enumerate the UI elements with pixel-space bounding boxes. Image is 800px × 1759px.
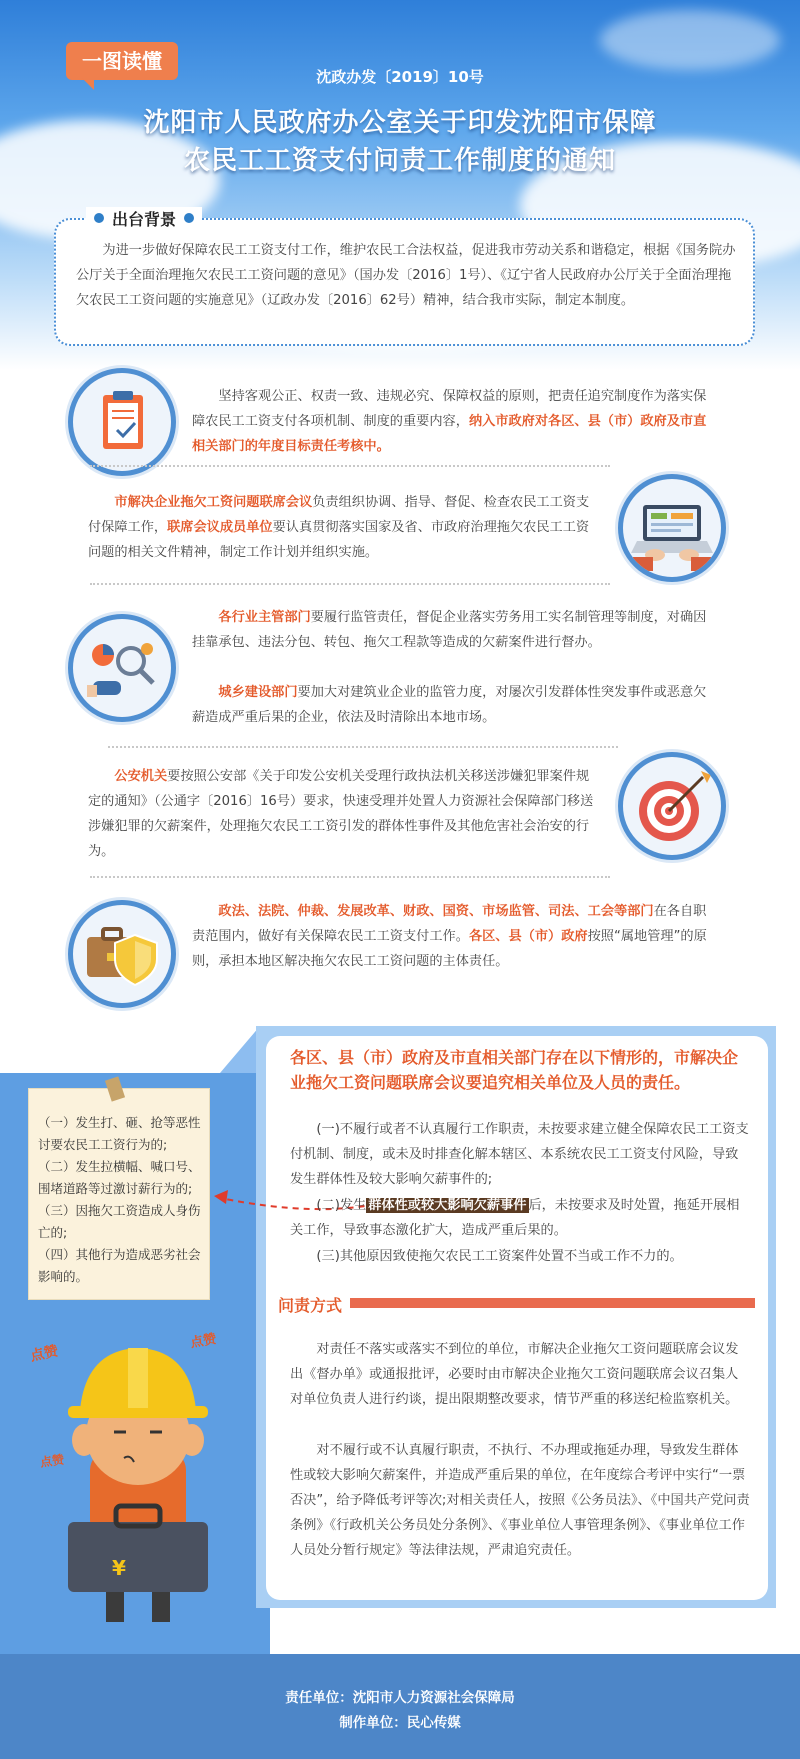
background-heading: [86, 207, 202, 229]
method-paragraph-2: 对不履行或不认真履行职责，不执行、不办理或拖延办理，导致发生群体性或较大影响欠薪案件，并造成严重后果的单位，在年度综合考评中实行“一票否决”，给予降低考评等次;对相关责任人，按照《公务员法》、《中国共产党问责条例》《行政机关公务员处分条例》、《事业单位人事管理条例》、《事业单位工作人员处分暂行规定》等法律法规，严肃追究责任。: [290, 1443, 750, 1558]
method-paragraph-1: 对责任不落实或落实不到位的单位，市解决企业拖欠工资问题联席会议发出《督办单》或通报批评，必要时由市解决企业拖欠工资问题联席会议召集人对单位负责人进行约谈，提出限期整改要求，情节严重的移送纪检监察机关。: [290, 1342, 739, 1407]
method-heading-text: 问责方式: [278, 1296, 343, 1315]
section2-body1: 负责组织协调、指导、督促、检查农民工工资支付保障工作，: [88, 495, 590, 535]
method-heading: [278, 1293, 348, 1316]
section5-text: [192, 899, 717, 974]
data-analysis-icon: [68, 614, 176, 722]
section4-text: [88, 764, 600, 864]
method-heading-bar: [350, 1298, 755, 1308]
clause-2-pre: (二)发生: [316, 1198, 367, 1213]
panel-fold: [220, 1026, 260, 1073]
bullet-dot-icon: [94, 213, 104, 223]
worker-illustration: [28, 1330, 248, 1630]
note-item: （三）因拖欠工资造成人身伤亡的;: [38, 1203, 201, 1240]
note-item: （一）发生打、砸、抢等恶性讨要农民工工资行为的;: [38, 1115, 201, 1152]
divider: [90, 583, 610, 585]
section5-highlight2: 各区、县（市）政府: [468, 929, 588, 944]
clause-3: (三)其他原因致使拖欠农民工工资案件处置不当或工作不力的。: [316, 1249, 683, 1264]
clause-2: [290, 1193, 750, 1243]
like-label-3: 点赞: [39, 1452, 65, 1470]
page-title-line1: 沈阳市人民政府办公室关于印发沈阳市保障: [143, 108, 657, 138]
divider: [90, 876, 610, 878]
section2-body2: 要认真贯彻落实国家及省、市政府治理拖欠农民工工资问题的相关文件精神，制定工作计划并组织实施。: [88, 520, 590, 560]
like-label-1: 点赞: [28, 1343, 60, 1365]
like-label-2: 点赞: [189, 1331, 218, 1352]
briefcase-shield-icon: [68, 900, 176, 1008]
section4-highlight: 公安机关: [114, 769, 168, 784]
footer-responsible-unit: 责任单位：沈阳市人力资源社会保障局: [285, 1690, 515, 1706]
section2-text: [88, 490, 600, 565]
section1-highlight: 纳入市政府对各区、县（市）政府及市直相关部门的年度目标责任考核中。: [192, 414, 707, 454]
clause-2-highlight: 群体性或较大影响欠薪事件: [368, 1198, 527, 1213]
section2-highlight2: 联席会议成员单位: [167, 520, 273, 535]
section5-highlight1: 政法、法院、仲裁、发展改革、财政、国资、市场监管、司法、工会等部门: [218, 904, 654, 919]
currency-icon: ¥: [112, 1556, 126, 1580]
section3-body2: 要加大对建筑业企业的监管力度，对屡次引发群体性突发事件或恶意欠薪造成严重后果的企业，依法及时清除出本地市场。: [192, 685, 707, 725]
section1-text: [192, 384, 717, 459]
section3-body1: 要履行监管责任，督促企业落实劳务用工实名制管理等制度，对确因挂靠承包、违法分包、转包、拖欠工程款等造成的欠薪案件进行督办。: [192, 610, 707, 650]
note-item: （四）其他行为造成恶劣社会影响的。: [38, 1247, 201, 1284]
section3-text: [192, 605, 717, 655]
page-title-line2: 农民工工资支付问责工作制度的通知: [183, 146, 616, 176]
target-icon: [618, 752, 726, 860]
background-text: 为进一步做好保障农民工工资支付工作，维护农民工合法权益，促进我市劳动关系和谐稳定，根据《国务院办公厅关于全面治理拖欠农民工工资问题的意见》（国办发〔2016〕1号）、《辽宁省人民政府办公厅关于全面治理拖欠农民工工资问题的实施意见》（辽政办发〔2016〕62号）精神，结合我市实际，制定本制度。: [76, 243, 736, 308]
header-badge: 一图读懂: [66, 42, 178, 80]
document-number: 沈政办发〔2019〕10号: [316, 68, 484, 86]
section5-body2: 按照“属地管理”的原则，承担本地区解决拖欠农民工工资问题的主体责任。: [192, 929, 707, 969]
divider: [108, 746, 618, 748]
laptop-typing-icon: [618, 474, 726, 582]
note-item: （二）发生拉横幅、喊口号、围堵道路等过激讨薪行为的;: [38, 1159, 201, 1196]
clause-1: (一)不履行或者不认真履行工作职责，未按要求建立健全保障农民工工资支付机制、制度，或未及时排查化解本辖区、本系统农民工工资支付风险，导致发生群体性及较大影响欠薪事件的;: [290, 1122, 749, 1187]
bullet-dot-icon: [184, 213, 194, 223]
footer: [0, 1654, 800, 1759]
section5-body1: 在各自职责范围内，做好有关保障农民工工资支付工作。: [192, 904, 707, 944]
clause-2-post: 后，未按要求及时处置，拖延开展相关工作，导致事态激化扩大，造成严重后果的。: [290, 1198, 740, 1238]
divider: [90, 465, 610, 467]
section3-highlight1: 各行业主管部门: [218, 610, 311, 625]
section3-text2: [192, 680, 717, 730]
section1-body: 坚持客观公正、权责一致、违规必究、保障权益的原则，把责任追究制度作为落实保障农民工工资支付各项机制、制度的重要内容，: [192, 389, 707, 429]
note-list: [38, 1112, 206, 1288]
footer-producer: 制作单位：民心传媒: [339, 1715, 461, 1731]
section4-body: 要按照公安部《关于印发公安机关受理行政执法机关移送涉嫌犯罪案件规定的通知》（公通字〔2016〕16号）要求，快速受理并处置人力资源社会保障部门移送涉嫌犯罪的欠薪案件，处理拖欠农民工工资引发的群体性事件及其他危害社会治安的行为。: [88, 769, 594, 859]
section2-highlight1: 市解决企业拖欠工资问题联席会议: [114, 495, 313, 510]
clipboard-check-icon: [68, 368, 176, 476]
background-heading-text: 出台背景: [112, 209, 177, 229]
accountability-title: 各区、县（市）政府及市直相关部门存在以下情形的，市解决企业拖欠工资问题联席会议要追究相关单位及人员的责任。: [290, 1048, 739, 1092]
section3-highlight2: 城乡建设部门: [218, 685, 298, 700]
